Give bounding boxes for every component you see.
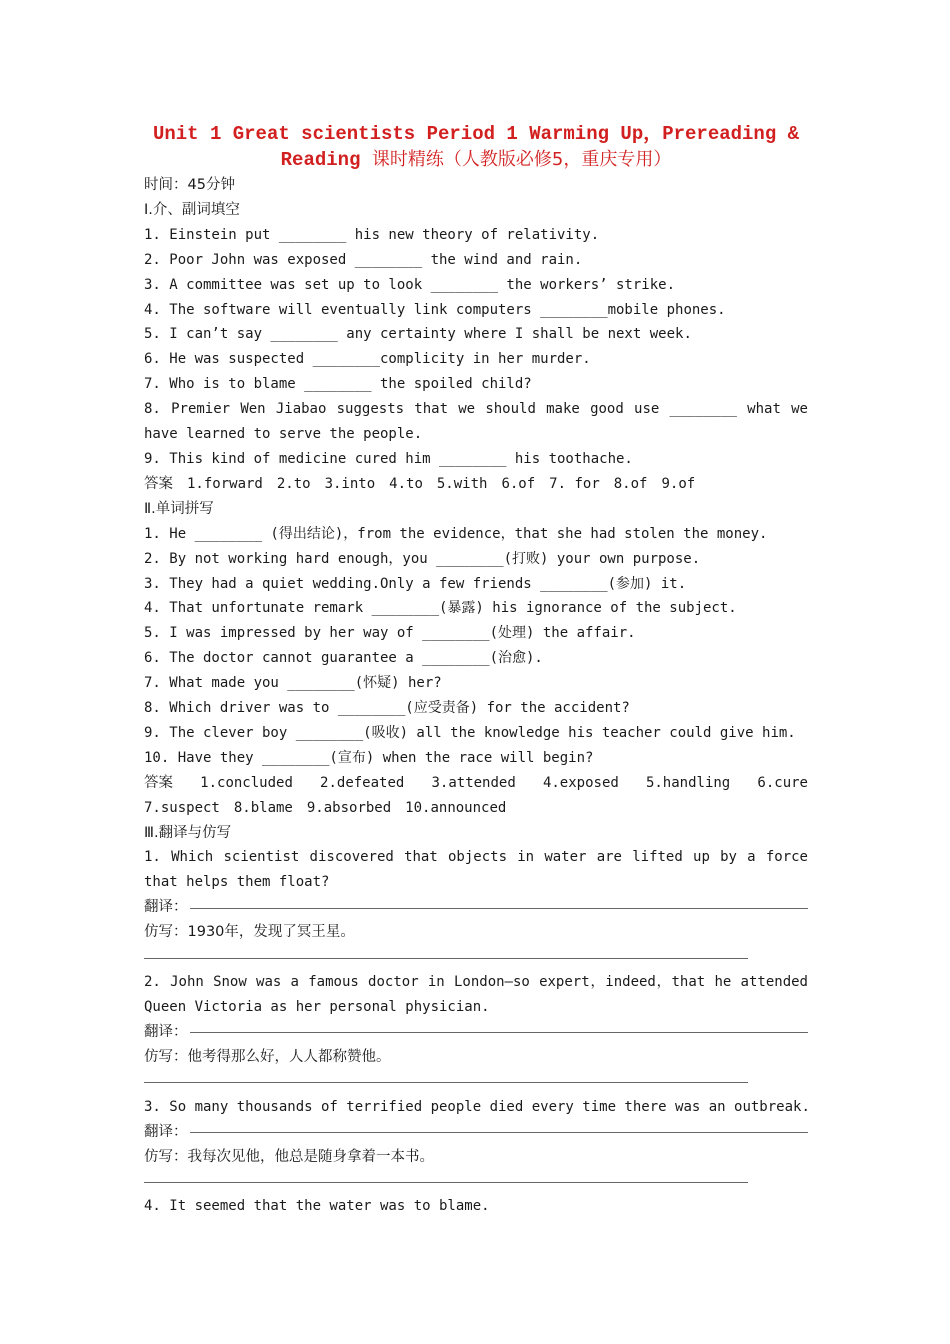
question-1-3: 3. A committee was set up to look ________ the workers’ strike. bbox=[144, 276, 676, 293]
answer-item: 9.absorbed bbox=[306, 799, 392, 816]
answer-item: 3.attended bbox=[431, 774, 516, 791]
answer-label: 答案 bbox=[144, 774, 173, 791]
translation-line[interactable] bbox=[144, 1120, 808, 1145]
answer-blank-line bbox=[190, 1031, 809, 1033]
answer-item: 6.of bbox=[501, 475, 536, 492]
question-1-2: 2. Poor John was exposed ________ the wind and rain. bbox=[144, 251, 583, 268]
imitation-answer-line[interactable] bbox=[144, 945, 808, 970]
worksheet-page bbox=[144, 122, 808, 1219]
translate-label: 翻译： bbox=[144, 1023, 188, 1040]
question-1-9: 9. This kind of medicine cured him ________ his toothache. bbox=[144, 450, 633, 467]
question-2-4: 4. That unfortunate remark ________(暴露) his ignorance of the subject. bbox=[144, 600, 737, 617]
answer-item: 7. for bbox=[549, 475, 600, 492]
translate-label: 翻译： bbox=[144, 899, 188, 916]
answer-item: 4.exposed bbox=[542, 774, 619, 791]
answer-item: 5.with bbox=[436, 475, 488, 492]
answer-blank-line bbox=[144, 957, 748, 959]
answer-item: 8.blame bbox=[233, 799, 293, 816]
answer-blank-line bbox=[144, 1181, 748, 1183]
question-2-7: 7. What made you ________(怀疑) her? bbox=[144, 675, 442, 692]
question-2-10: 10. Have they ________(宣布) when the race will begin? bbox=[144, 749, 594, 766]
question-2-2: 2. By not working hard enough，you ________(打败) your own purpose. bbox=[144, 550, 701, 567]
question-2-8: 8. Which driver was to ________(应受责备) for the accident? bbox=[144, 700, 630, 717]
question-1-6: 6. He was suspected ________complicity in her murder. bbox=[144, 351, 591, 368]
imitation-prompt: 仿写：他考得那么好，人人都称赞他。 bbox=[144, 1048, 391, 1065]
question-2-9: 9. The clever boy ________(吸收) all the knowledge his teacher could give him. bbox=[144, 724, 796, 741]
answer-item: 5.handling bbox=[645, 774, 731, 791]
question-2-6: 6. The doctor cannot guarantee a ________(治愈). bbox=[144, 650, 543, 667]
answer-item: 2.defeated bbox=[320, 774, 405, 791]
translation-line[interactable] bbox=[144, 895, 808, 920]
answer-item: 1.concluded bbox=[200, 774, 293, 791]
question-3-1: 1. Which scientist discovered that objects in water are lifted up by a force bbox=[144, 849, 808, 866]
imitation-answer-line[interactable] bbox=[144, 1169, 808, 1194]
question-3-3: 3. So many thousands of terrified people died every time there was an outbreak. bbox=[144, 1098, 810, 1115]
translation-line[interactable] bbox=[144, 1020, 808, 1045]
answer-item: 7.suspect bbox=[144, 799, 220, 816]
answer-item: 3.into bbox=[324, 475, 376, 492]
answer-label: 答案 bbox=[144, 475, 173, 492]
answer-item: 1.forward bbox=[187, 475, 263, 492]
answer-item: 8.of bbox=[613, 475, 648, 492]
question-1-7: 7. Who is to blame ________ the spoiled child? bbox=[144, 376, 532, 393]
worksheet-title bbox=[144, 122, 808, 173]
answer-item: 9.of bbox=[661, 475, 696, 492]
section-1-answers bbox=[144, 472, 808, 497]
answer-item: 6.cure bbox=[757, 774, 808, 791]
question-2-3: 3. They had a quiet wedding.Only a few friends ________(参加) it. bbox=[144, 575, 687, 592]
question-3-2-cont: Queen Victoria as her personal physician. bbox=[144, 999, 490, 1015]
answer-item: 4.to bbox=[389, 475, 423, 492]
question-1-8: 8. Premier Wen Jiabao suggests that we should make good use ________ what we bbox=[144, 401, 808, 418]
question-3-2: 2. John Snow was a famous doctor in London—so expert，indeed，that he attended bbox=[144, 974, 808, 991]
question-1-1: 1. Einstein put ________ his new theory of relativity. bbox=[144, 226, 600, 243]
question-1-4: 4. The software will eventually link computers ________mobile phones. bbox=[144, 301, 726, 318]
section-2-heading: Ⅱ.单词拼写 bbox=[144, 500, 214, 517]
question-2-5: 5. I was impressed by her way of ________(处理) the affair. bbox=[144, 625, 636, 642]
title-english: Unit 1 Great scientists Period 1 Warming Up，Prereading & Reading bbox=[152, 123, 800, 171]
question-3-4: 4. It seemed that the water was to blame. bbox=[144, 1198, 490, 1215]
answer-item: 2.to bbox=[276, 475, 311, 492]
question-1-8-cont: have learned to serve the people. bbox=[144, 426, 423, 443]
answer-item: 10.announced bbox=[405, 799, 507, 816]
section-2-answers-line1 bbox=[144, 771, 808, 796]
imitation-prompt: 仿写：1930年，发现了冥王星。 bbox=[144, 924, 355, 941]
time-limit: 时间：45分钟 bbox=[144, 177, 235, 193]
question-1-5: 5. I can’t say ________ any certainty where I shall be next week. bbox=[144, 326, 692, 343]
question-3-1-cont: that helps them float? bbox=[144, 874, 330, 891]
question-2-1: 1. He ________ (得出结论)，from the evidence，that she had stolen the money. bbox=[144, 525, 768, 542]
imitation-answer-line[interactable] bbox=[144, 1070, 808, 1095]
section-2-answers-line2 bbox=[144, 796, 808, 821]
answer-blank-line bbox=[190, 1131, 809, 1133]
section-1-heading: Ⅰ.介、副词填空 bbox=[144, 201, 240, 218]
answer-blank-line bbox=[190, 907, 809, 909]
title-chinese: 课时精练（人教版必修5，重庆专用） bbox=[371, 149, 672, 170]
section-3-heading: Ⅲ.翻译与仿写 bbox=[144, 824, 232, 841]
answer-blank-line bbox=[144, 1081, 748, 1083]
translate-label: 翻译： bbox=[144, 1123, 188, 1140]
imitation-prompt: 仿写：我每次见他，他总是随身拿着一本书。 bbox=[144, 1148, 434, 1165]
